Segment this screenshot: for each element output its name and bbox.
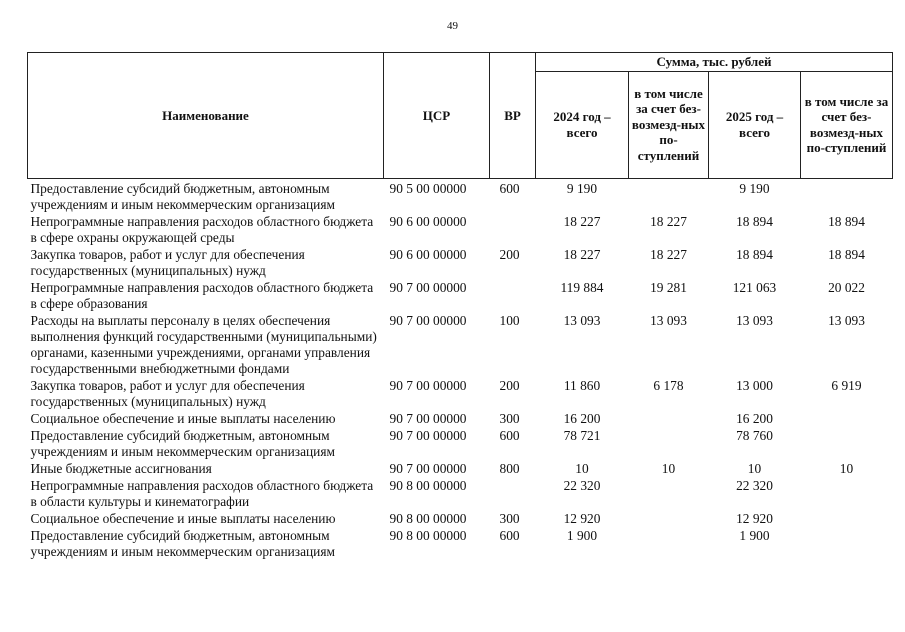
- row-2024-total: 18 227: [563, 213, 601, 229]
- row-2025-total: 18 894: [736, 213, 773, 229]
- header-2024-total: 2024 год – всего: [536, 71, 629, 178]
- row-vr: 600: [499, 427, 520, 443]
- row-name: Предоставление субсидий бюджетным, автономным учреждениям и иным некоммерческим организациям: [30, 527, 335, 559]
- row-vr: [490, 279, 536, 312]
- row-2025-free: [801, 427, 893, 460]
- row-2024-free: [629, 477, 709, 510]
- row-2024-free: [629, 427, 709, 460]
- row-2024-total: 18 227: [563, 246, 601, 262]
- row-2025-total: 18 894: [736, 246, 773, 262]
- row-2024-total: 22 320: [563, 477, 601, 493]
- row-2025-total: 13 093: [736, 312, 773, 328]
- row-2025-free: [801, 178, 893, 213]
- row-name: Социальное обеспечение и иные выплаты населению: [30, 510, 336, 526]
- header-vr: ВР: [490, 53, 536, 179]
- row-2024-total: 1 900: [566, 527, 598, 543]
- budget-table-container: [27, 52, 892, 560]
- row-csr: 90 7 00 00000: [389, 377, 467, 393]
- table-row: [28, 510, 893, 527]
- row-vr: [490, 213, 536, 246]
- row-2025-total: 12 920: [736, 510, 773, 526]
- table-row: [28, 377, 893, 410]
- row-name: Непрограммные направления расходов областного бюджета в области культуры и кинематографии: [30, 477, 374, 509]
- row-2025-total: 16 200: [736, 410, 773, 426]
- row-2025-free: [801, 477, 893, 510]
- row-2024-free: 18 227: [650, 213, 687, 229]
- row-2024-total: 9 190: [566, 180, 598, 196]
- row-2025-free: 18 894: [828, 246, 865, 262]
- table-row: [28, 246, 893, 279]
- table-body: [28, 178, 893, 560]
- row-name: Непрограммные направления расходов областного бюджета в сфере охраны окружающей среды: [30, 213, 374, 245]
- row-2025-free: [801, 527, 893, 560]
- row-2025-total: 1 900: [739, 527, 770, 543]
- row-name: Предоставление субсидий бюджетным, автономным учреждениям и иным некоммерческим организациям: [30, 180, 335, 212]
- row-csr: 90 7 00 00000: [389, 312, 467, 328]
- table-row: [28, 460, 893, 477]
- row-name: Предоставление субсидий бюджетным, автономным учреждениям и иным некоммерческим организациям: [30, 427, 335, 459]
- row-name: Закупка товаров, работ и услуг для обеспечения государственных (муниципальных) нужд: [30, 246, 305, 278]
- row-2025-total: 9 190: [739, 180, 770, 196]
- row-2024-total: 11 860: [563, 377, 601, 393]
- row-2024-free: 19 281: [650, 279, 687, 295]
- row-csr: 90 8 00 00000: [389, 510, 467, 526]
- row-2024-total: 12 920: [563, 510, 601, 526]
- row-2024-free: 6 178: [653, 377, 684, 393]
- row-2025-free: 13 093: [828, 312, 865, 328]
- table-row: [28, 410, 893, 427]
- row-2024-total: 10: [575, 460, 589, 476]
- row-csr: 90 5 00 00000: [389, 180, 467, 196]
- row-2025-free: 10: [839, 460, 854, 476]
- header-2025-total: 2025 год – всего: [709, 71, 801, 178]
- header-sum: Сумма, тыс. рублей: [536, 53, 893, 72]
- table-row: [28, 427, 893, 460]
- header-2024-free: в том числе за счет без-возмезд-ных по-ступлений: [629, 71, 709, 178]
- row-csr: 90 7 00 00000: [389, 460, 467, 476]
- row-csr: 90 6 00 00000: [389, 246, 467, 262]
- row-2024-total: 13 093: [563, 312, 601, 328]
- table-row: [28, 213, 893, 246]
- row-2025-free: [801, 410, 893, 427]
- row-vr: 600: [499, 180, 520, 196]
- row-name: Иные бюджетные ассигнования: [30, 460, 212, 476]
- table-row: [28, 178, 893, 213]
- row-2024-total: 16 200: [563, 410, 601, 426]
- row-2024-free: [629, 527, 709, 560]
- header-csr: ЦСР: [384, 53, 490, 179]
- row-2025-free: 18 894: [828, 213, 865, 229]
- row-vr: 300: [499, 510, 520, 526]
- table-row: [28, 527, 893, 560]
- table-header: [28, 53, 893, 179]
- row-2025-total: 121 063: [732, 279, 777, 295]
- row-csr: 90 8 00 00000: [389, 527, 467, 543]
- row-2025-free: [801, 510, 893, 527]
- row-vr: 300: [499, 410, 520, 426]
- row-name: Непрограммные направления расходов областного бюджета в сфере образования: [30, 279, 374, 311]
- row-vr: [490, 477, 536, 510]
- row-2024-total: 78 721: [563, 427, 601, 443]
- row-2024-free: 18 227: [650, 246, 687, 262]
- row-csr: 90 7 00 00000: [389, 279, 467, 295]
- budget-table: [27, 52, 893, 560]
- row-vr: 200: [499, 377, 520, 393]
- row-2025-total: 13 000: [736, 377, 773, 393]
- row-2025-total: 78 760: [736, 427, 773, 443]
- row-2024-free: [629, 410, 709, 427]
- row-2025-free: 20 022: [828, 279, 865, 295]
- table-row: [28, 477, 893, 510]
- row-2024-free: [629, 510, 709, 527]
- row-name: Социальное обеспечение и иные выплаты населению: [30, 410, 336, 426]
- row-vr: 800: [499, 460, 520, 476]
- row-name: Расходы на выплаты персоналу в целях обеспечения выполнения функций государственными (муниципальными) органами, казенными учреждениями, органами управления государственными внебюджетными фондами: [30, 312, 377, 376]
- row-vr: 600: [499, 527, 520, 543]
- row-vr: 200: [499, 246, 520, 262]
- header-name: Наименование: [28, 53, 384, 179]
- row-2024-free: 13 093: [650, 312, 687, 328]
- page-number: 49: [447, 20, 458, 32]
- row-csr: 90 7 00 00000: [389, 427, 467, 443]
- row-csr: 90 7 00 00000: [389, 410, 467, 426]
- table-row: [28, 312, 893, 377]
- row-vr: 100: [499, 312, 520, 328]
- row-2025-total: 22 320: [736, 477, 773, 493]
- row-2025-free: 6 919: [831, 377, 862, 393]
- row-2024-free: [629, 178, 709, 213]
- header-2025-free: в том числе за счет без-возмезд-ных по-ступлений: [801, 71, 893, 178]
- table-row: [28, 279, 893, 312]
- row-name: Закупка товаров, работ и услуг для обеспечения государственных (муниципальных) нужд: [30, 377, 305, 409]
- row-2025-total: 10: [747, 460, 762, 476]
- row-2024-free: 10: [661, 460, 676, 476]
- row-csr: 90 8 00 00000: [389, 477, 467, 493]
- row-csr: 90 6 00 00000: [389, 213, 467, 229]
- row-2024-total: 119 884: [560, 279, 604, 295]
